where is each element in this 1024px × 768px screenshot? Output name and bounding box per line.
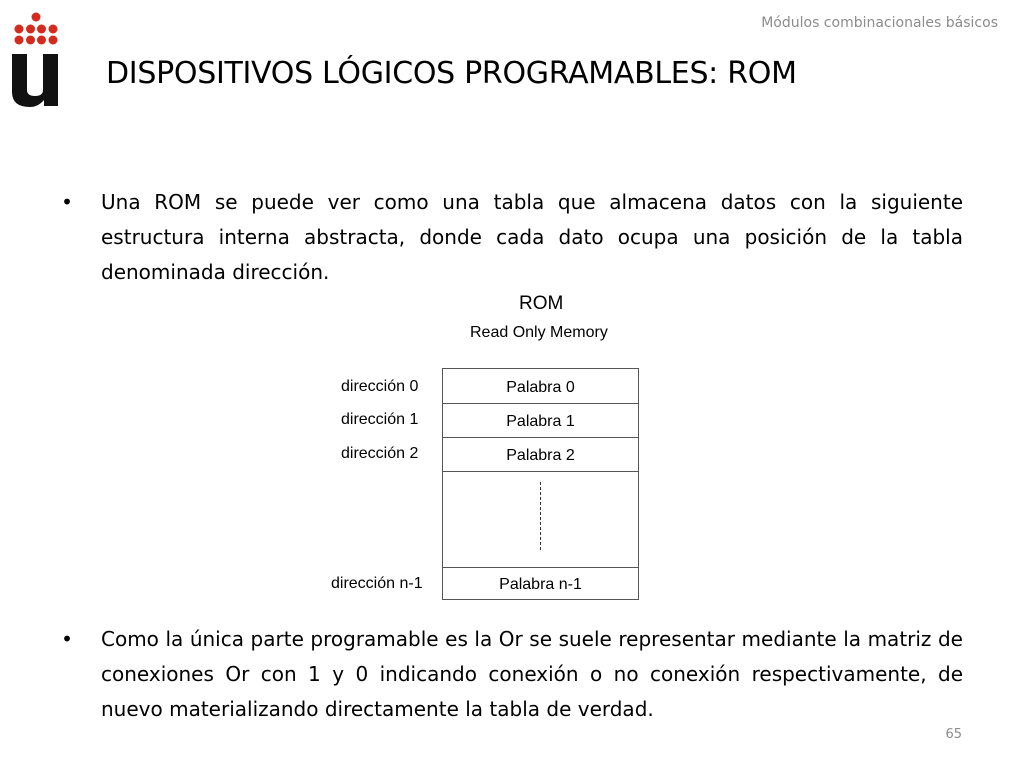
diagram-title: ROM [519, 293, 564, 314]
diagram-subtitle: Read Only Memory [470, 324, 608, 341]
address-label: dirección 1 [341, 411, 419, 428]
bullet-text: Como la única parte programable es la Or se suele representar mediante la matriz de conexiones Or con 1 y 0 indicando conexión o no conexión respectivamente, de nuevo materializando directamente la tabla de verdad. [101, 627, 963, 721]
memory-word: Palabra 1 [506, 413, 575, 430]
memory-word: Palabra 2 [506, 447, 575, 464]
memory-word: Palabra n-1 [499, 576, 582, 593]
memory-word: Palabra 0 [506, 379, 575, 396]
ellipsis-dashed-line [540, 482, 541, 550]
row-divider [443, 403, 638, 404]
bullet-icon: • [61, 190, 73, 214]
address-label: dirección 0 [341, 378, 419, 395]
row-divider [443, 437, 638, 438]
page-number: 65 [945, 727, 962, 742]
section-label: Módulos combinacionales básicos [761, 15, 998, 31]
slide-title: DISPOSITIVOS LÓGICOS PROGRAMABLES: ROM [106, 56, 797, 91]
address-label: dirección 2 [341, 445, 419, 462]
university-logo-icon [10, 10, 62, 108]
bullet-icon: • [61, 627, 73, 651]
bullet-text: Una ROM se puede ver como una tabla que almacena datos con la siguiente estructura interna abstracta, donde cada dato ocupa una posición de la tabla denominada dirección. [101, 190, 963, 284]
row-divider [443, 471, 638, 472]
address-label: dirección n-1 [331, 575, 423, 592]
